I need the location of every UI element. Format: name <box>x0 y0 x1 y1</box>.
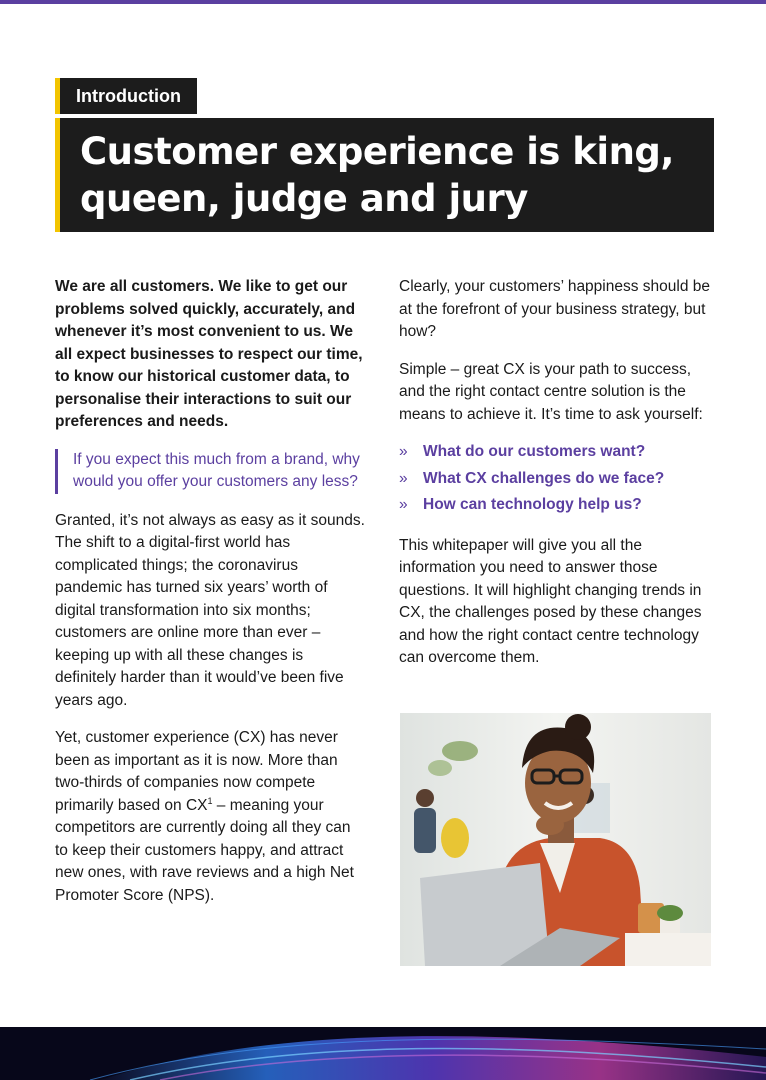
chevron-right-icon: » <box>399 443 408 460</box>
question-list <box>399 441 711 517</box>
right-paragraph-1: Clearly, your customers’ happiness should be at the forefront of your business strategy, but how? <box>399 278 711 340</box>
question-text: What do our customers want? <box>423 443 646 460</box>
right-paragraph-2: Simple – great CX is your path to success, and the right contact centre solution is the means to achieve it. It’s time to ask yourself: <box>399 360 703 423</box>
left-column <box>55 276 367 922</box>
pull-quote: If you expect this much from a brand, why would you offer your customers any less? <box>55 449 367 494</box>
body-paragraph-1: Granted, it’s not always as easy as it sounds. The shift to a digital-first world has complicated things; the coronavirus pandemic has turned six years’ worth of digital transformation into six months; customers are online more than ever – keeping up with all these changes is definitely harder than it would’ve been five years ago. <box>55 511 365 709</box>
section-tag: Introduction <box>55 78 197 114</box>
right-paragraph-3: This whitepaper will give you all the information you need to answer those questions. It will highlight changing trends in CX, the challenges posed by these changes and how the right contact centre technology can overcome them. <box>399 536 702 666</box>
question-text: What CX challenges do we face? <box>423 469 665 487</box>
body-paragraph-2 <box>55 727 367 907</box>
footer-decorative-band <box>0 1027 766 1080</box>
body-paragraph-2-start: Yet, customer experience (CX) has never been as important as it is now. More than two-thirds of companies now compete primarily based on CX <box>55 729 338 814</box>
chevron-right-icon: » <box>399 496 408 513</box>
list-item <box>399 441 711 464</box>
title-line-2: queen, judge and jury <box>80 177 528 220</box>
lead-paragraph: We are all customers. We like to get our problems solved quickly, accurately, and whenever it’s most convenient to us. We all expect businesses to respect our time, to know our historical customer data, to personalise their interactions to suit our preferences and needs. <box>55 278 363 430</box>
footnote-ref[interactable]: 1 <box>207 795 213 806</box>
right-column <box>399 276 711 685</box>
title-block <box>55 118 714 232</box>
woman-at-laptop-photo <box>400 713 711 966</box>
top-accent-rule <box>0 0 766 4</box>
question-text: How can technology help us? <box>423 496 642 513</box>
list-item <box>399 468 711 491</box>
body-paragraph-2-end: – meaning your competitors are currently doing all they can to keep their customers happy, and attract new ones, with rave reviews and a high Net Promoter Score (NPS). <box>55 796 354 904</box>
title-line-1: Customer experience is king, <box>80 130 674 173</box>
list-item <box>399 494 711 517</box>
page-title <box>80 128 694 222</box>
chevron-right-icon: » <box>399 469 408 487</box>
